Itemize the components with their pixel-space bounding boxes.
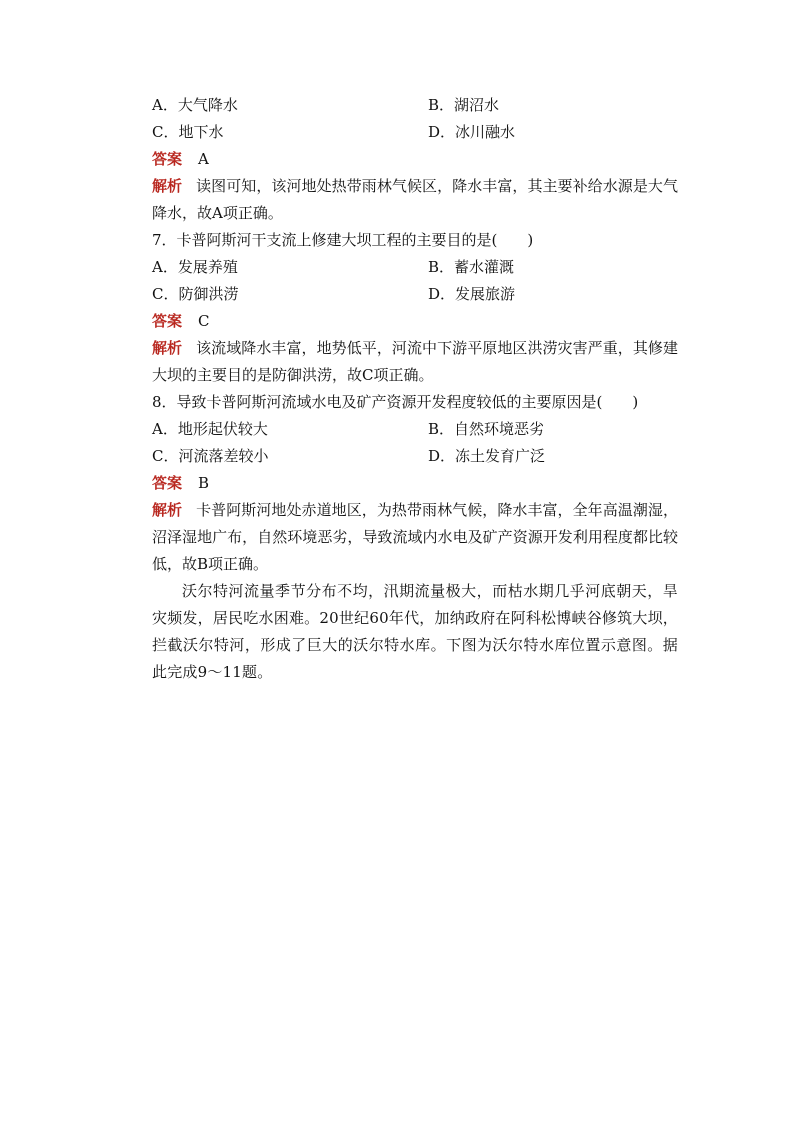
q7-options-row-2	[152, 281, 678, 308]
q7-explanation-text: 该流域降水丰富，地势低平，河流中下游平原地区洪涝灾害严重，其修建大坝的主要目的是防御洪涝，故C项正确。	[152, 339, 678, 384]
q8-explanation	[152, 497, 678, 578]
answer-label: 答案	[152, 312, 183, 330]
q7-answer	[152, 308, 678, 335]
explain-label: 解析	[152, 339, 183, 357]
q8-options-row-1	[152, 416, 678, 443]
q8-explanation-text: 卡普阿斯河地处赤道地区，为热带雨林气候，降水丰富，全年高温潮湿，沼泽湿地广布，自然环境恶劣，导致流域内水电及矿产资源开发利用程度都比较低，故B项正确。	[152, 501, 678, 573]
q8-option-a: A．地形起伏较大	[152, 420, 268, 438]
q8-option-c: C．河流落差较小	[152, 447, 269, 465]
document-page	[152, 92, 678, 686]
q7-answer-value: C	[198, 312, 210, 330]
q6-answer	[152, 146, 678, 173]
q7-options-row-1	[152, 254, 678, 281]
q8-option-d: D．冻土发育广泛	[428, 447, 546, 465]
explain-label: 解析	[152, 501, 183, 519]
q6-option-d: D．冰川融水	[428, 123, 516, 141]
material-passage: 沃尔特河流量季节分布不均，汛期流量极大，而枯水期几乎河底朝天，旱灾频发，居民吃水困难。20世纪60年代，加纳政府在阿科松博峡谷修筑大坝，拦截沃尔特河，形成了巨大的沃尔特水库。下图为沃尔特水库位置示意图。据此完成9～11题。	[152, 582, 678, 681]
q8-answer-value: B	[198, 474, 210, 492]
answer-label: 答案	[152, 474, 183, 492]
q8-answer	[152, 470, 678, 497]
q6-options-row-1	[152, 92, 678, 119]
answer-label: 答案	[152, 150, 183, 168]
q6-option-b: B．湖沼水	[428, 96, 500, 114]
explain-label: 解析	[152, 177, 183, 195]
q6-option-a: A．大气降水	[152, 96, 238, 114]
q7-explanation	[152, 335, 678, 389]
q6-answer-value: A	[198, 150, 209, 168]
q7-option-a: A．发展养殖	[152, 258, 238, 276]
q8-option-b: B．自然环境恶劣	[428, 420, 545, 438]
q6-option-c: C．地下水	[152, 123, 224, 141]
q7-option-c: C．防御洪涝	[152, 285, 239, 303]
q7-option-b: B．蓄水灌溉	[428, 258, 515, 276]
q8-stem: 8．导致卡普阿斯河流域水电及矿产资源开发程度较低的主要原因是( )	[152, 393, 639, 411]
q6-explanation-text: 读图可知，该河地处热带雨林气候区，降水丰富，其主要补给水源是大气降水，故A项正确。	[152, 177, 678, 222]
q6-options-row-2	[152, 119, 678, 146]
q6-explanation	[152, 173, 678, 227]
q8-options-row-2	[152, 443, 678, 470]
q7-stem: 7．卡普阿斯河干支流上修建大坝工程的主要目的是( )	[152, 231, 534, 249]
q7-option-d: D．发展旅游	[428, 285, 516, 303]
